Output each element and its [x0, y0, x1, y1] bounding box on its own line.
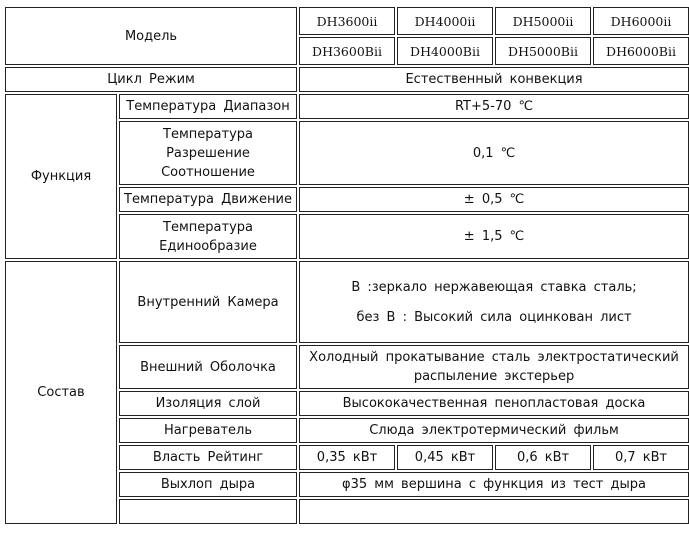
- inner-chamber-value: [299, 261, 689, 343]
- temp-uniformity-label-line: Температура: [163, 219, 253, 235]
- temp-resolution-label-line: Разрешение: [166, 145, 250, 161]
- next-row-label: [119, 499, 297, 524]
- power-label: Власть Рейтинг: [119, 445, 297, 470]
- exhaust-label: Выхлоп дыра: [119, 472, 297, 497]
- model-dh4000bii: DH4000Bii: [397, 37, 493, 65]
- insulation-value: Высококачественная пенопластовая доска: [299, 391, 689, 416]
- temp-resolution-label-line: Температура: [163, 126, 253, 142]
- temp-uniformity-value: ± 1,5 ℃: [299, 214, 689, 259]
- power-value-dh4000: 0,45 кВт: [397, 445, 493, 470]
- temp-range-value: RT+5-70 ℃: [299, 94, 689, 119]
- next-row-value: [299, 499, 689, 524]
- temp-resolution-label: [119, 121, 297, 185]
- model-dh5000ii: DH5000ii: [495, 7, 591, 35]
- model-dh6000ii: DH6000ii: [593, 7, 689, 35]
- power-value-dh3600: 0,35 кВт: [299, 445, 395, 470]
- temp-uniformity-label-line: Единообразие: [159, 238, 257, 254]
- heater-value: Слюда электротермический фильм: [299, 418, 689, 443]
- temp-range-row: [5, 94, 689, 119]
- model-dh4000ii: DH4000ii: [397, 7, 493, 35]
- cycle-label: Цикл Режим: [5, 67, 297, 92]
- cycle-row: [5, 67, 689, 92]
- model-dh5000bii: DH5000Bii: [495, 37, 591, 65]
- specifications-table: [3, 5, 689, 526]
- model-dh3600bii: DH3600Bii: [299, 37, 395, 65]
- cycle-value: Естественный конвекция: [299, 67, 689, 92]
- outer-shell-value: Холодный прокатывание сталь электростатический распыление экстерьер: [299, 345, 689, 389]
- inner-chamber-line: В :зеркало нержавеющая ставка сталь;: [351, 279, 637, 295]
- temp-resolution-label-line: Соотношение: [161, 164, 255, 180]
- composition-group-label: Состав: [5, 261, 117, 524]
- temp-fluctuation-value: ± 0,5 ℃: [299, 187, 689, 212]
- model-label: Модель: [5, 7, 297, 65]
- outer-shell-label: Внешний Оболочка: [119, 345, 297, 389]
- temp-fluctuation-label: Температура Движение: [119, 187, 297, 212]
- heater-label: Нагреватель: [119, 418, 297, 443]
- model-dh6000bii: DH6000Bii: [593, 37, 689, 65]
- model-dh3600ii: DH3600ii: [299, 7, 395, 35]
- exhaust-value: φ35 мм вершина с функция из тест дыра: [299, 472, 689, 497]
- temp-range-label: Температура Диапазон: [119, 94, 297, 119]
- function-group-label: Функция: [5, 94, 117, 259]
- inner-chamber-row: [5, 261, 689, 343]
- insulation-label: Изоляция слой: [119, 391, 297, 416]
- inner-chamber-label: Внутренний Камера: [119, 261, 297, 343]
- power-value-dh6000: 0,7 кВт: [593, 445, 689, 470]
- power-value-dh5000: 0,6 кВт: [495, 445, 591, 470]
- temp-uniformity-label: [119, 214, 297, 259]
- inner-chamber-line: без В : Высокий сила оцинкован лист: [356, 309, 632, 325]
- model-row-1: [5, 7, 689, 35]
- temp-resolution-value: 0,1 ℃: [299, 121, 689, 185]
